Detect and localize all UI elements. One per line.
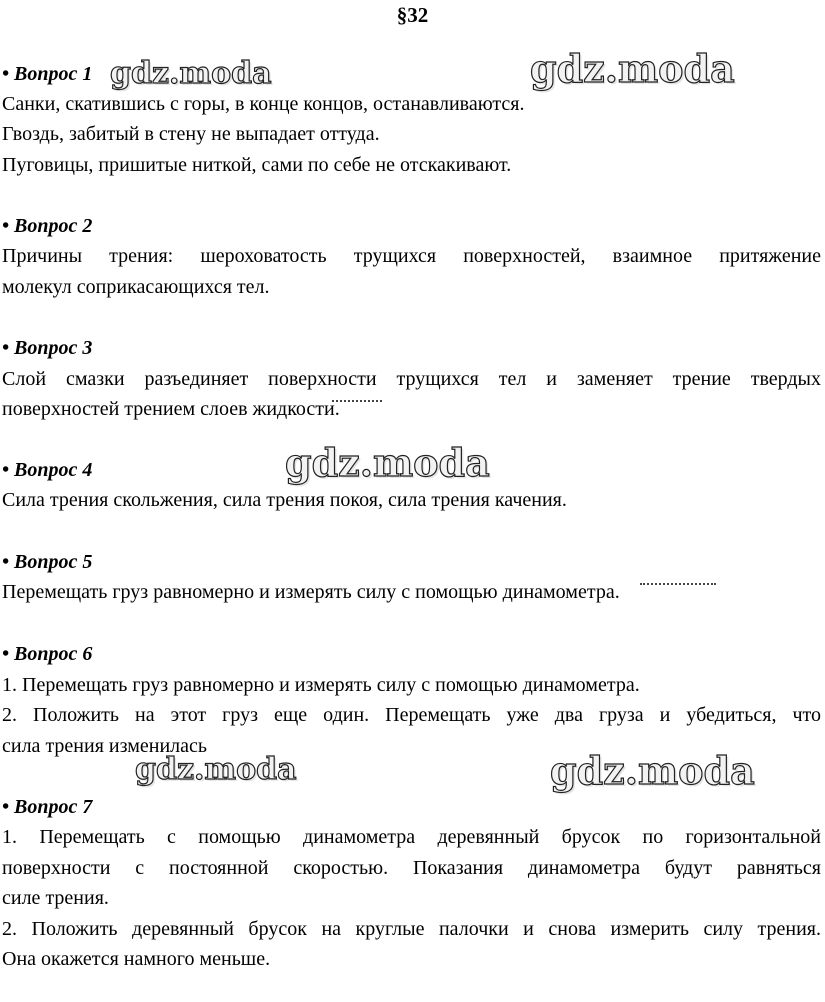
watermark: gdz.moda [135,752,297,787]
question-3-line-1: Слой смазки разъединяет поверхности трущихся тел и заменяет трение твердых [2,368,821,390]
watermark: gdz.moda [550,748,755,793]
question-6-line-2: 2. Положить на этот груз еще один. Перемещать уже два груза и убедиться, что [2,704,821,726]
question-7-line-2: поверхности с постоянной скоростью. Показания динамометра будут равняться [2,857,821,879]
question-3-heading: • Вопрос 3 [2,337,93,359]
question-1-heading: • Вопрос 1 [2,63,93,85]
question-1-line-1: Санки, скатившись с горы, в конце концов, останавливаются. [2,93,525,115]
question-7-line-4: 2. Положить деревянный брусок на круглые палочки и снова измерить силу трения. [2,918,821,940]
question-1-line-3: Пуговицы, пришитые ниткой, сами по себе не отскакивают. [2,154,512,176]
watermark: gdz.moda [285,440,490,485]
question-7-line-3: силе трения. [2,887,109,909]
question-5-heading: • Вопрос 5 [2,551,93,573]
question-7-line-1: 1. Перемещать с помощью динамометра деревянный брусок по горизонтальной [2,826,821,848]
watermark: gdz.moda [110,56,272,91]
question-6-line-3: сила трения изменилась [2,735,208,757]
question-7-heading: • Вопрос 7 [2,796,93,818]
question-4-line-1: Сила трения скольжения, сила трения покоя, сила трения качения. [2,489,567,511]
section-title: §32 [396,3,429,27]
scan-mark [332,400,382,405]
question-6-heading: • Вопрос 6 [2,643,93,665]
question-2-line-1: Причины трения: шероховатость трущихся поверхностей, взаимное притяжение [2,245,821,267]
question-1-line-2: Гвоздь, забитый в стену не выпадает оттуда. [2,123,380,145]
question-2-line-2: молекул соприкасающихся тел. [2,276,270,298]
question-5-line-1: Перемещать груз равномерно и измерять силу с помощью динамометра. [2,581,620,603]
question-4-heading: • Вопрос 4 [2,459,93,481]
question-6-line-1: 1. Перемещать груз равномерно и измерять силу с помощью динамометра. [2,674,640,696]
question-7-line-5: Она окажется намного меньше. [2,948,271,970]
watermark: gdz.moda [530,46,735,91]
question-3-line-2: поверхностей трением слоев жидкости. [2,398,340,420]
question-2-heading: • Вопрос 2 [2,215,93,237]
scan-mark [640,583,716,588]
